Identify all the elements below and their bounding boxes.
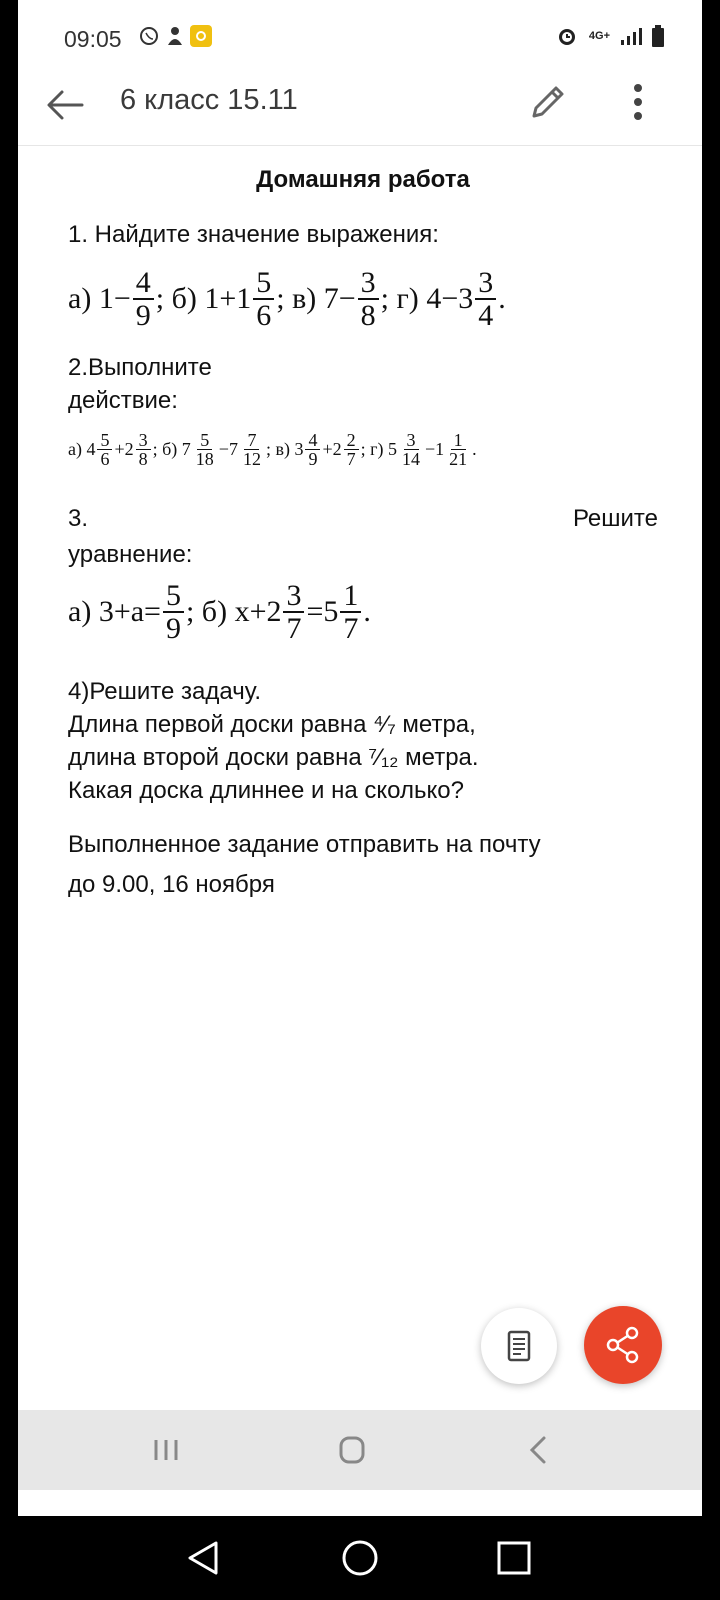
reader-mode-button[interactable] (481, 1308, 557, 1384)
system-home-button[interactable] (340, 1538, 380, 1578)
fraction: $\frac{3}{8}$ (358, 267, 379, 332)
recents-icon (148, 1432, 188, 1468)
footer-line2: до 9.00, 16 ноября (68, 871, 275, 898)
fraction: $\frac{5}{6}$ (253, 267, 274, 332)
task3-title-line2: уравнение: (68, 541, 193, 568)
back-chevron-icon (518, 1432, 558, 1468)
fraction: $\frac{5}{9}$ (163, 580, 184, 645)
alarm-icon (555, 24, 579, 48)
task4-line1: Длина первой доски равна ⁴⁄₇ метра, (68, 711, 476, 738)
task4-line2: длина второй доски равна ⁷⁄₁₂ метра. (68, 744, 479, 771)
task1-title: 1. Найдите значение выражения: (68, 221, 439, 248)
status-bar (18, 0, 702, 70)
system-navigation-bar (0, 1516, 720, 1600)
back-arrow-icon[interactable] (44, 84, 86, 126)
circle-home-icon (340, 1538, 380, 1578)
signal-icon (620, 27, 642, 45)
fraction: $\frac{3}{14}$ (402, 429, 420, 469)
home-button[interactable] (332, 1432, 372, 1468)
fraction: $\frac{2}{7}$ (344, 431, 359, 468)
app-navigation-bar (18, 1410, 702, 1490)
reader-icon (481, 1308, 557, 1384)
task2-title-line1: 2.Выполните (68, 354, 212, 381)
square-recents-icon (494, 1538, 534, 1578)
back-button[interactable] (518, 1432, 558, 1468)
task2-title-line2: действие: (68, 387, 178, 414)
task1-expressions: а) 1− $\frac{4}{9}$ ; б) 1+1 $\frac{5}{6}$ ; в) 7− $\frac{3}{8}$ ; г) 4−3 $\frac{3}{4}$ . (68, 265, 506, 332)
fraction: $\frac{4}{9}$ (305, 431, 320, 468)
app-notification-icon (190, 25, 212, 47)
fraction: $\frac{5}{6}$ (97, 431, 112, 468)
fraction: $\frac{7}{12}$ (242, 429, 261, 469)
fraction: $\frac{3}{4}$ (475, 267, 496, 332)
home-icon (332, 1432, 372, 1468)
task3-title-line1: 3. Решите (68, 505, 658, 532)
edit-pencil-icon[interactable] (526, 80, 570, 124)
more-options-icon[interactable] (618, 80, 658, 124)
task2-expressions: а) 4 $\frac{5}{6}$ +2 $\frac{3}{8}$ ; б) 7 $\frac{5}{18}$ −7 $\frac{7}{12}$ ; в) 3 $\frac{4}{9}$ +2 $\frac{2}{7}$ ; г) 5 $\frac{3}{14}$ −1 $\frac{1}{21}$ . (68, 429, 477, 469)
task4-line3: Какая доска длиннее и на сколько? (68, 777, 464, 804)
fraction: $\frac{3}{7}$ (283, 580, 304, 645)
system-back-button[interactable] (184, 1538, 224, 1578)
footer-line1: Выполненное задание отправить на почту (68, 831, 541, 858)
fraction: $\frac{3}{8}$ (136, 431, 151, 468)
system-status-icons (555, 24, 664, 48)
triangle-back-icon (184, 1538, 224, 1578)
network-type-label: 4G+ (588, 30, 610, 42)
document-heading: Домашняя работа (256, 166, 470, 193)
fraction: $\frac{1}{21}$ (449, 429, 468, 469)
app-bar (18, 70, 702, 146)
share-icon (584, 1306, 662, 1384)
share-button[interactable] (584, 1306, 662, 1384)
phone-screen (18, 0, 702, 1516)
fraction: $\frac{4}{9}$ (133, 267, 154, 332)
recents-button[interactable] (148, 1432, 188, 1468)
fraction: $\frac{5}{18}$ (195, 429, 214, 469)
system-recents-button[interactable] (494, 1538, 534, 1578)
person-icon (166, 25, 184, 47)
homework-document (68, 160, 658, 905)
battery-icon (652, 25, 664, 47)
fraction: $\frac{1}{7}$ (340, 580, 361, 645)
page-title: 6 класс 15.11 (120, 84, 298, 116)
notification-icons (138, 25, 212, 47)
viber-icon (138, 25, 160, 47)
task4-title: 4)Решите задачу. (68, 678, 261, 705)
task3-equations: а) 3+a= $\frac{5}{9}$ ; б) x+2 $\frac{3}{7}$ =5 $\frac{1}{7}$ . (68, 578, 371, 645)
status-time: 09:05 (64, 26, 122, 52)
